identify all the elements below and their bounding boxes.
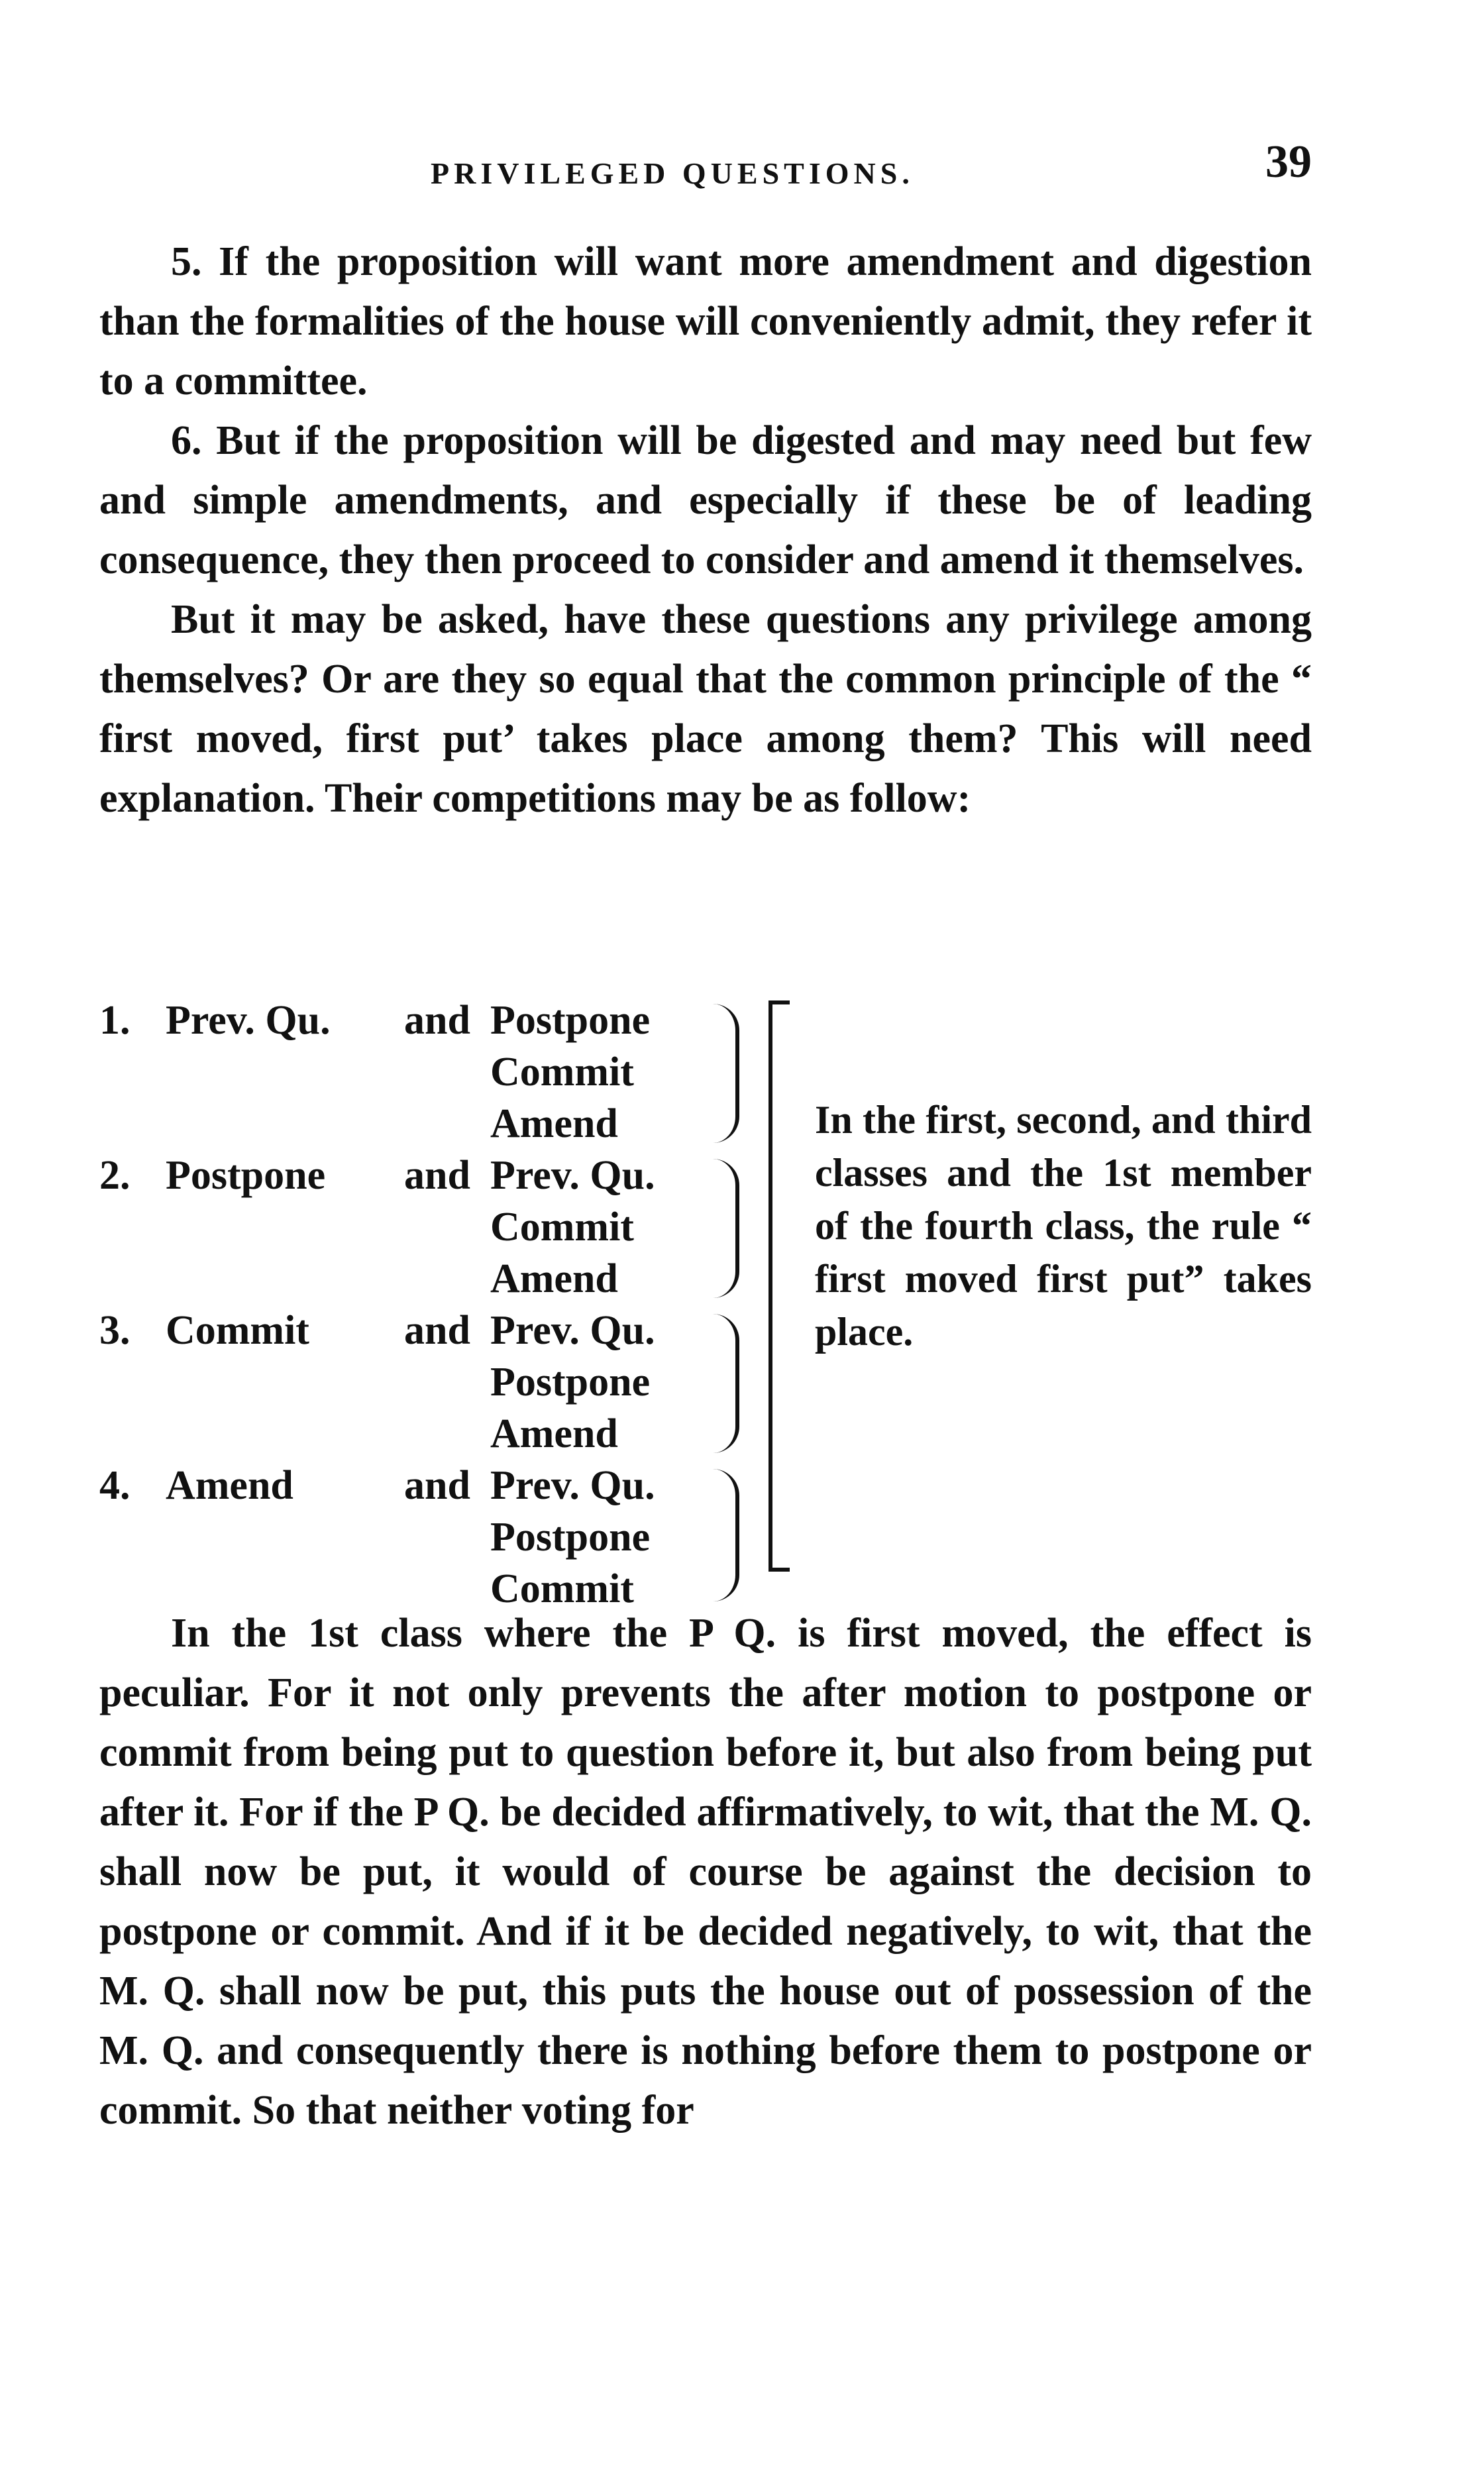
second-motion: Commit (490, 1205, 634, 1250)
second-motion: Amend (490, 1256, 618, 1301)
first-motion: Postpone (166, 1153, 326, 1198)
class-number: 4. (99, 1463, 131, 1508)
first-motion: Commit (166, 1308, 309, 1353)
class-number: 2. (99, 1153, 131, 1198)
class-number: 1. (99, 998, 131, 1043)
class-1-brace (709, 1004, 739, 1143)
first-motion: Prev. Qu. (166, 998, 331, 1043)
grouping-bracket (768, 1000, 790, 1572)
second-motion: Commit (490, 1050, 634, 1095)
conjunction: and (404, 1463, 470, 1508)
class-2-brace (709, 1159, 739, 1298)
paragraph-5: 5. If the proposition will want more amendment and digestion than the formalities of the house will conveniently admit, they refer it to a committee. (99, 239, 1312, 404)
paragraph-6: 6. But if the proposition will be digested and may need but few and simple amendments, and especially if these be of leading consequence, they then proceed to consider and amend it themselves. (99, 418, 1312, 582)
class-number: 3. (99, 1308, 131, 1353)
second-motion: Commit (490, 1566, 634, 1611)
running-title: PRIVILEGED QUESTIONS. (431, 156, 914, 190)
first-motion: Amend (166, 1463, 293, 1508)
class-3-brace (709, 1314, 739, 1453)
second-motion: Amend (490, 1411, 618, 1456)
paragraph-first-class: In the 1st class where the P Q. is first moved, the effect is peculiar. For it not only prevents the after motion to postpone or commit from being put to question before it, but also from being put after it. For if the P Q. be decided affirmatively, to wit, that the M. Q. shall now be put, it would of course be against the decision to postpone or commit. And if it be decided negatively, to wit, that the M. Q. shall now be put, this puts the house out of possession of the M. Q. and consequently there is nothing before them to postpone or commit. So that neither voting for (99, 1611, 1312, 2133)
paragraph-question: But it may be asked, have these questions any privilege among themselves? Or are they so equal that the common principle of the “ first moved, first put’ takes place among them? This will need explanation. Their competitions may be as follow: (99, 597, 1312, 821)
second-motion: Postpone (490, 1360, 651, 1405)
second-motion: Postpone (490, 1515, 651, 1560)
lower-text-block (99, 1603, 1312, 2140)
second-motion: Prev. Qu. (490, 1463, 655, 1508)
upper-text-block (99, 232, 1312, 828)
conjunction: and (404, 998, 470, 1043)
page-header (99, 136, 1312, 209)
conjunction: and (404, 1308, 470, 1353)
competitions-table (99, 994, 1312, 1611)
second-motion: Postpone (490, 998, 651, 1043)
second-motion: Amend (490, 1101, 618, 1146)
side-note: In the first, second, and third classes and the 1st member of the fourth class, the rule “ first moved first put” takes place. (815, 1098, 1312, 1354)
conjunction: and (404, 1153, 470, 1198)
second-motion: Prev. Qu. (490, 1308, 655, 1353)
class-4-brace (709, 1469, 739, 1601)
page-number: 39 (1265, 136, 1312, 188)
second-motion: Prev. Qu. (490, 1153, 655, 1198)
